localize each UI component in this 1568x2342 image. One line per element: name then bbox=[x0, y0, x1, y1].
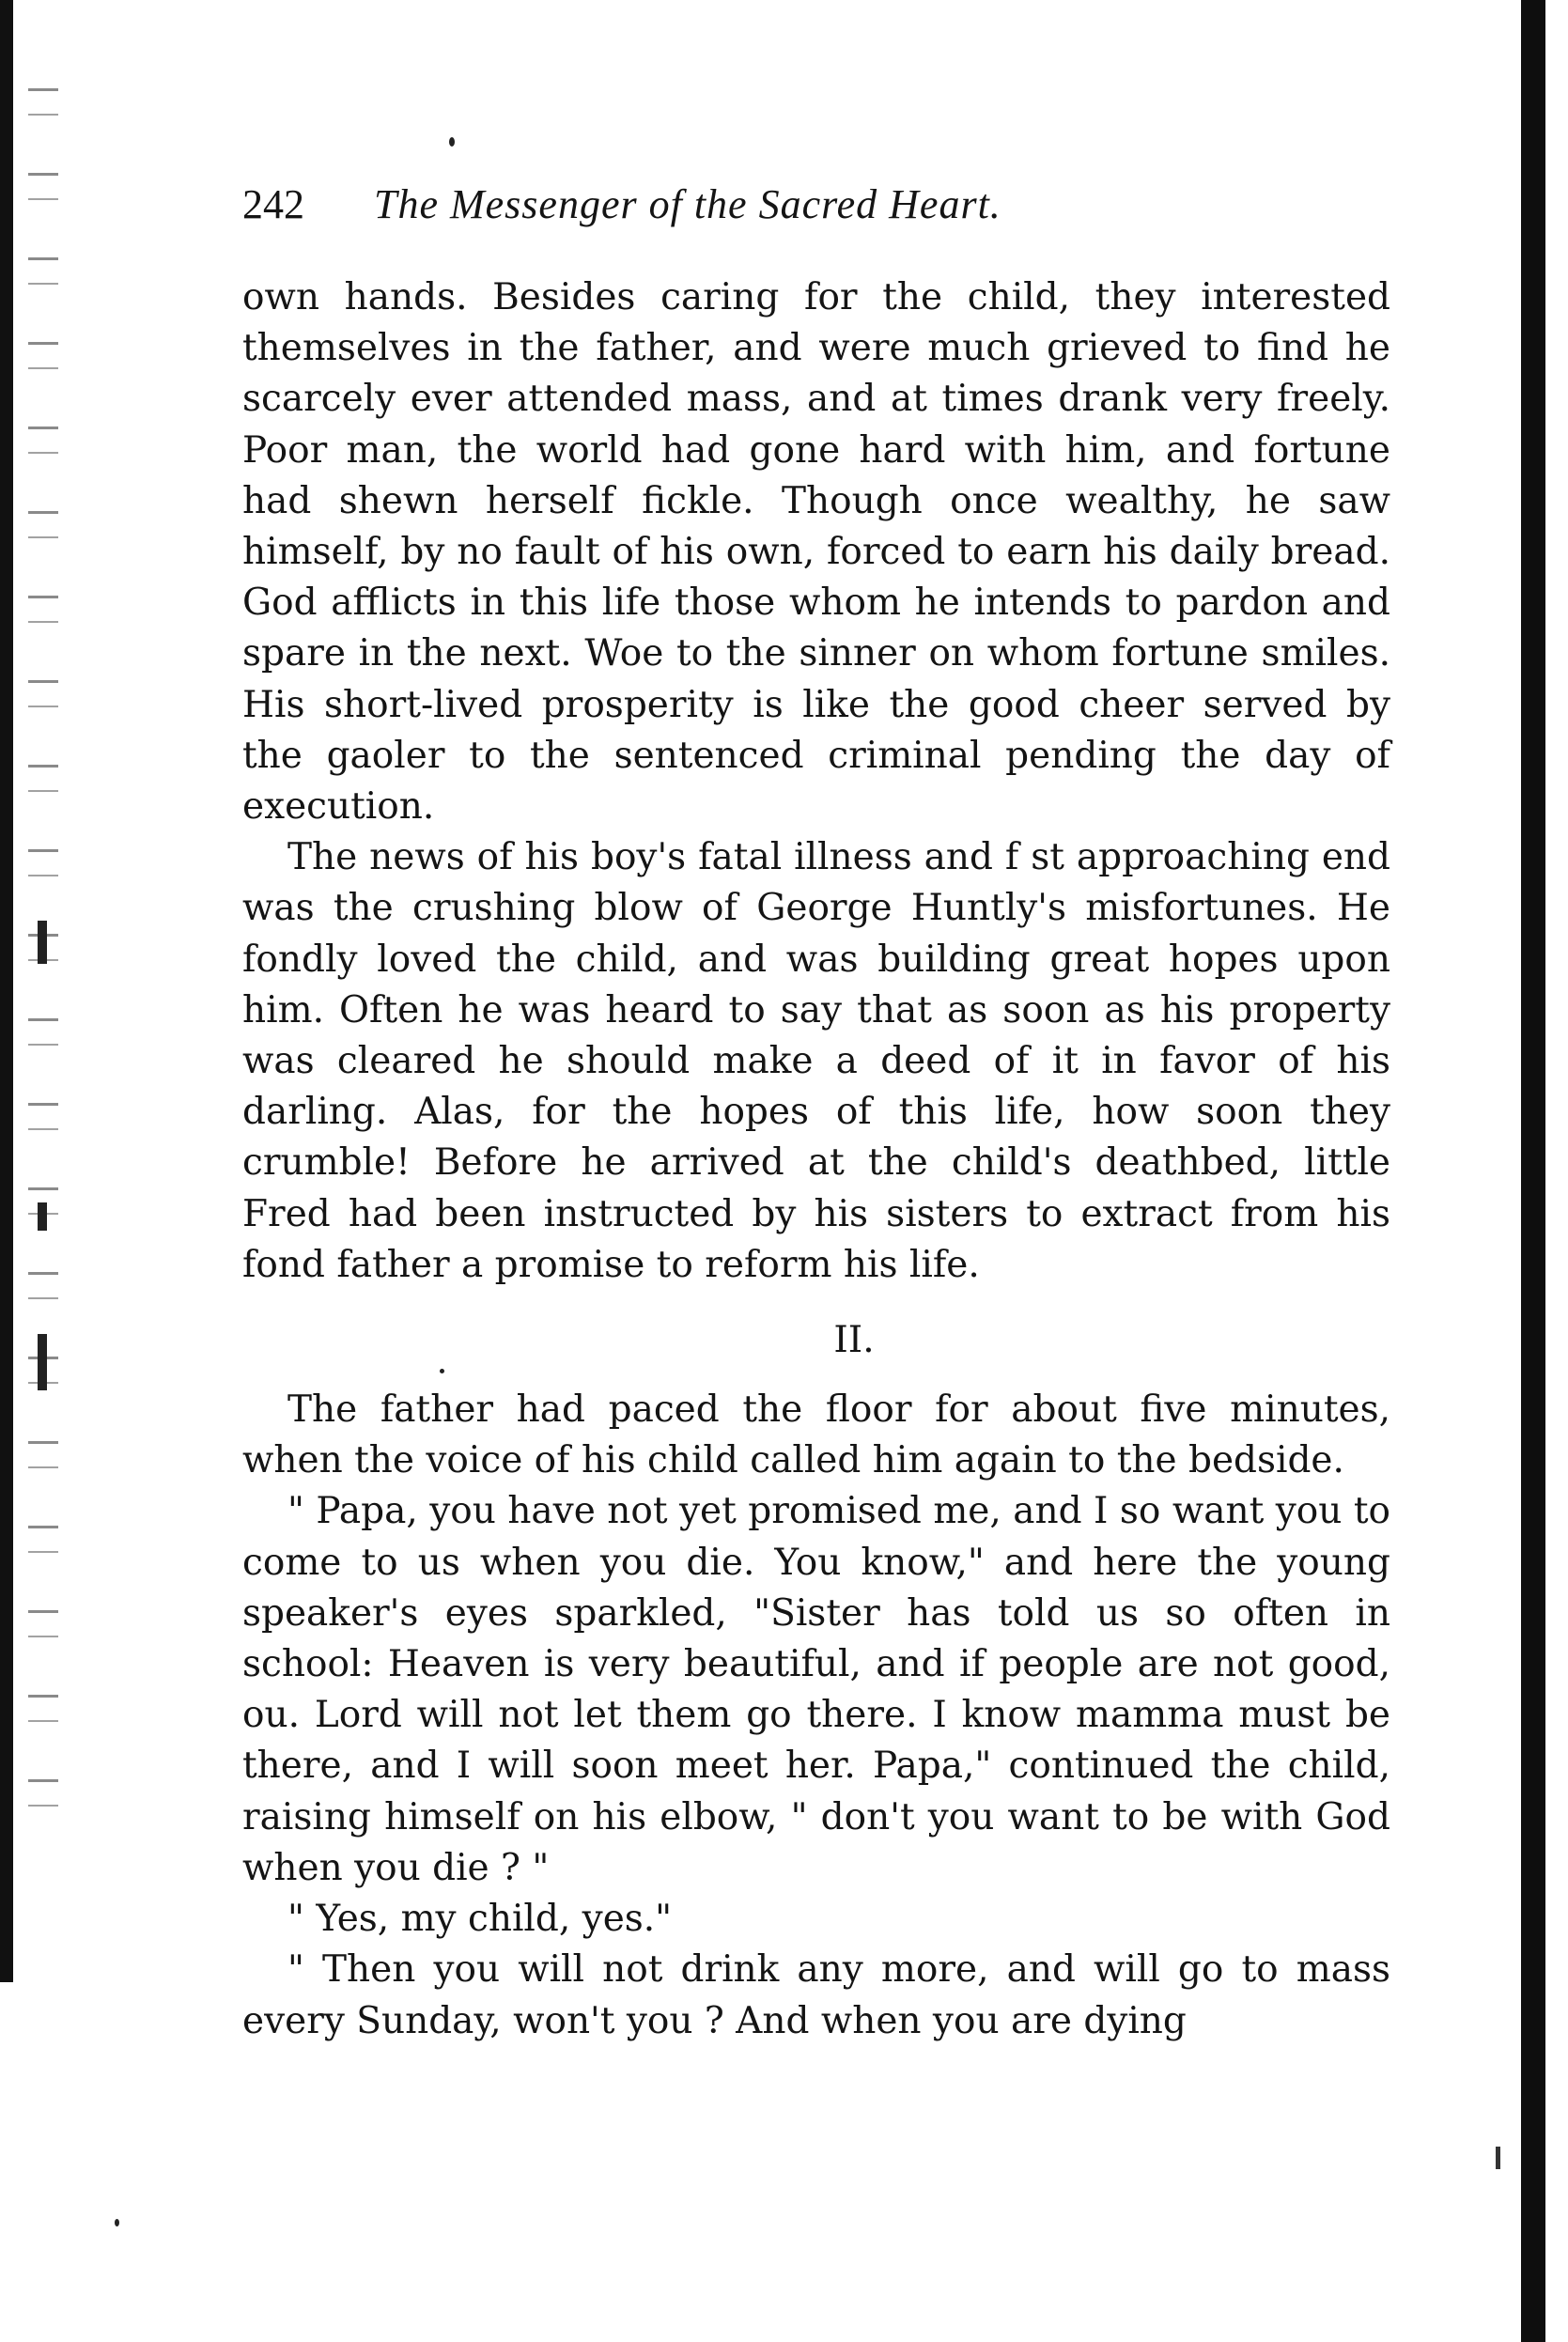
scan-edge-left bbox=[0, 0, 13, 1982]
paragraph: The father had paced the floor for about five minutes, when the voice of his child called him again to the bedside. bbox=[242, 1388, 1390, 1482]
scan-mark-left bbox=[38, 921, 47, 964]
scan-speck bbox=[115, 2219, 119, 2226]
scan-mark-right bbox=[1496, 2147, 1500, 2169]
scan-speck bbox=[449, 137, 455, 147]
paragraph: " Then you will not drink any more, and will go to mass every Sunday, won't you ? And when you are dying bbox=[242, 1948, 1390, 2042]
paragraph: The news of his boy's fatal illness and f st approaching end was the crushing blow of George Huntly's misfortunes. He fondly loved the child, and was building great hopes upon him. Often he was heard to say that as soon as his property was cleared he should make a deed of it in favor of his darling. Alas, for the hopes of this life, how soon they crumble! Before he arrived at the child's deathbed, little Fred had been instructed by his sisters to extract from his fond father a promise to reform his life. bbox=[242, 836, 1390, 1286]
section-heading: II. bbox=[833, 1319, 875, 1362]
running-head bbox=[242, 178, 1390, 235]
scan-mark-left bbox=[38, 1334, 47, 1390]
running-title: The Messenger of the Sacred Heart. bbox=[374, 181, 1001, 227]
scan-mark-left bbox=[38, 1202, 47, 1231]
body-text bbox=[242, 272, 1390, 2047]
book-page bbox=[242, 178, 1390, 2047]
scan-edge-right bbox=[1521, 0, 1545, 2342]
paragraph: own hands. Besides caring for the child, they interested themselves in the father, and were much grieved to find he scarcely ever attended mass, and at times drank very freely. Poor man, the world had gone hard with him, and fortune had shewn herself fickle. Though once wealthy, he saw himself, by no fault of his own, forced to earn his daily bread. God afflicts in this life those whom he intends to pardon and spare in the next. Woe to the sinner on whom fortune smiles. His short-lived prosperity is like the good cheer served by the gaoler to the sentenced criminal pending the day of execution. bbox=[242, 276, 1390, 829]
page-number: 242 bbox=[242, 181, 304, 227]
paragraph: " Yes, my child, yes." bbox=[287, 1898, 673, 1941]
paragraph: " Papa, you have not yet promised me, and I so want you to come to us when you die. You know," and here the young speaker's eyes sparkled, "Sister has told us so often in school: Heaven is very beautiful, and if people are not good, ou. Lord will not let them go there. I know mamma must be there, and I will soon meet her. Papa," continued the child, raising himself on his elbow, " don't you want to be with God when you die ? " bbox=[242, 1490, 1390, 1889]
